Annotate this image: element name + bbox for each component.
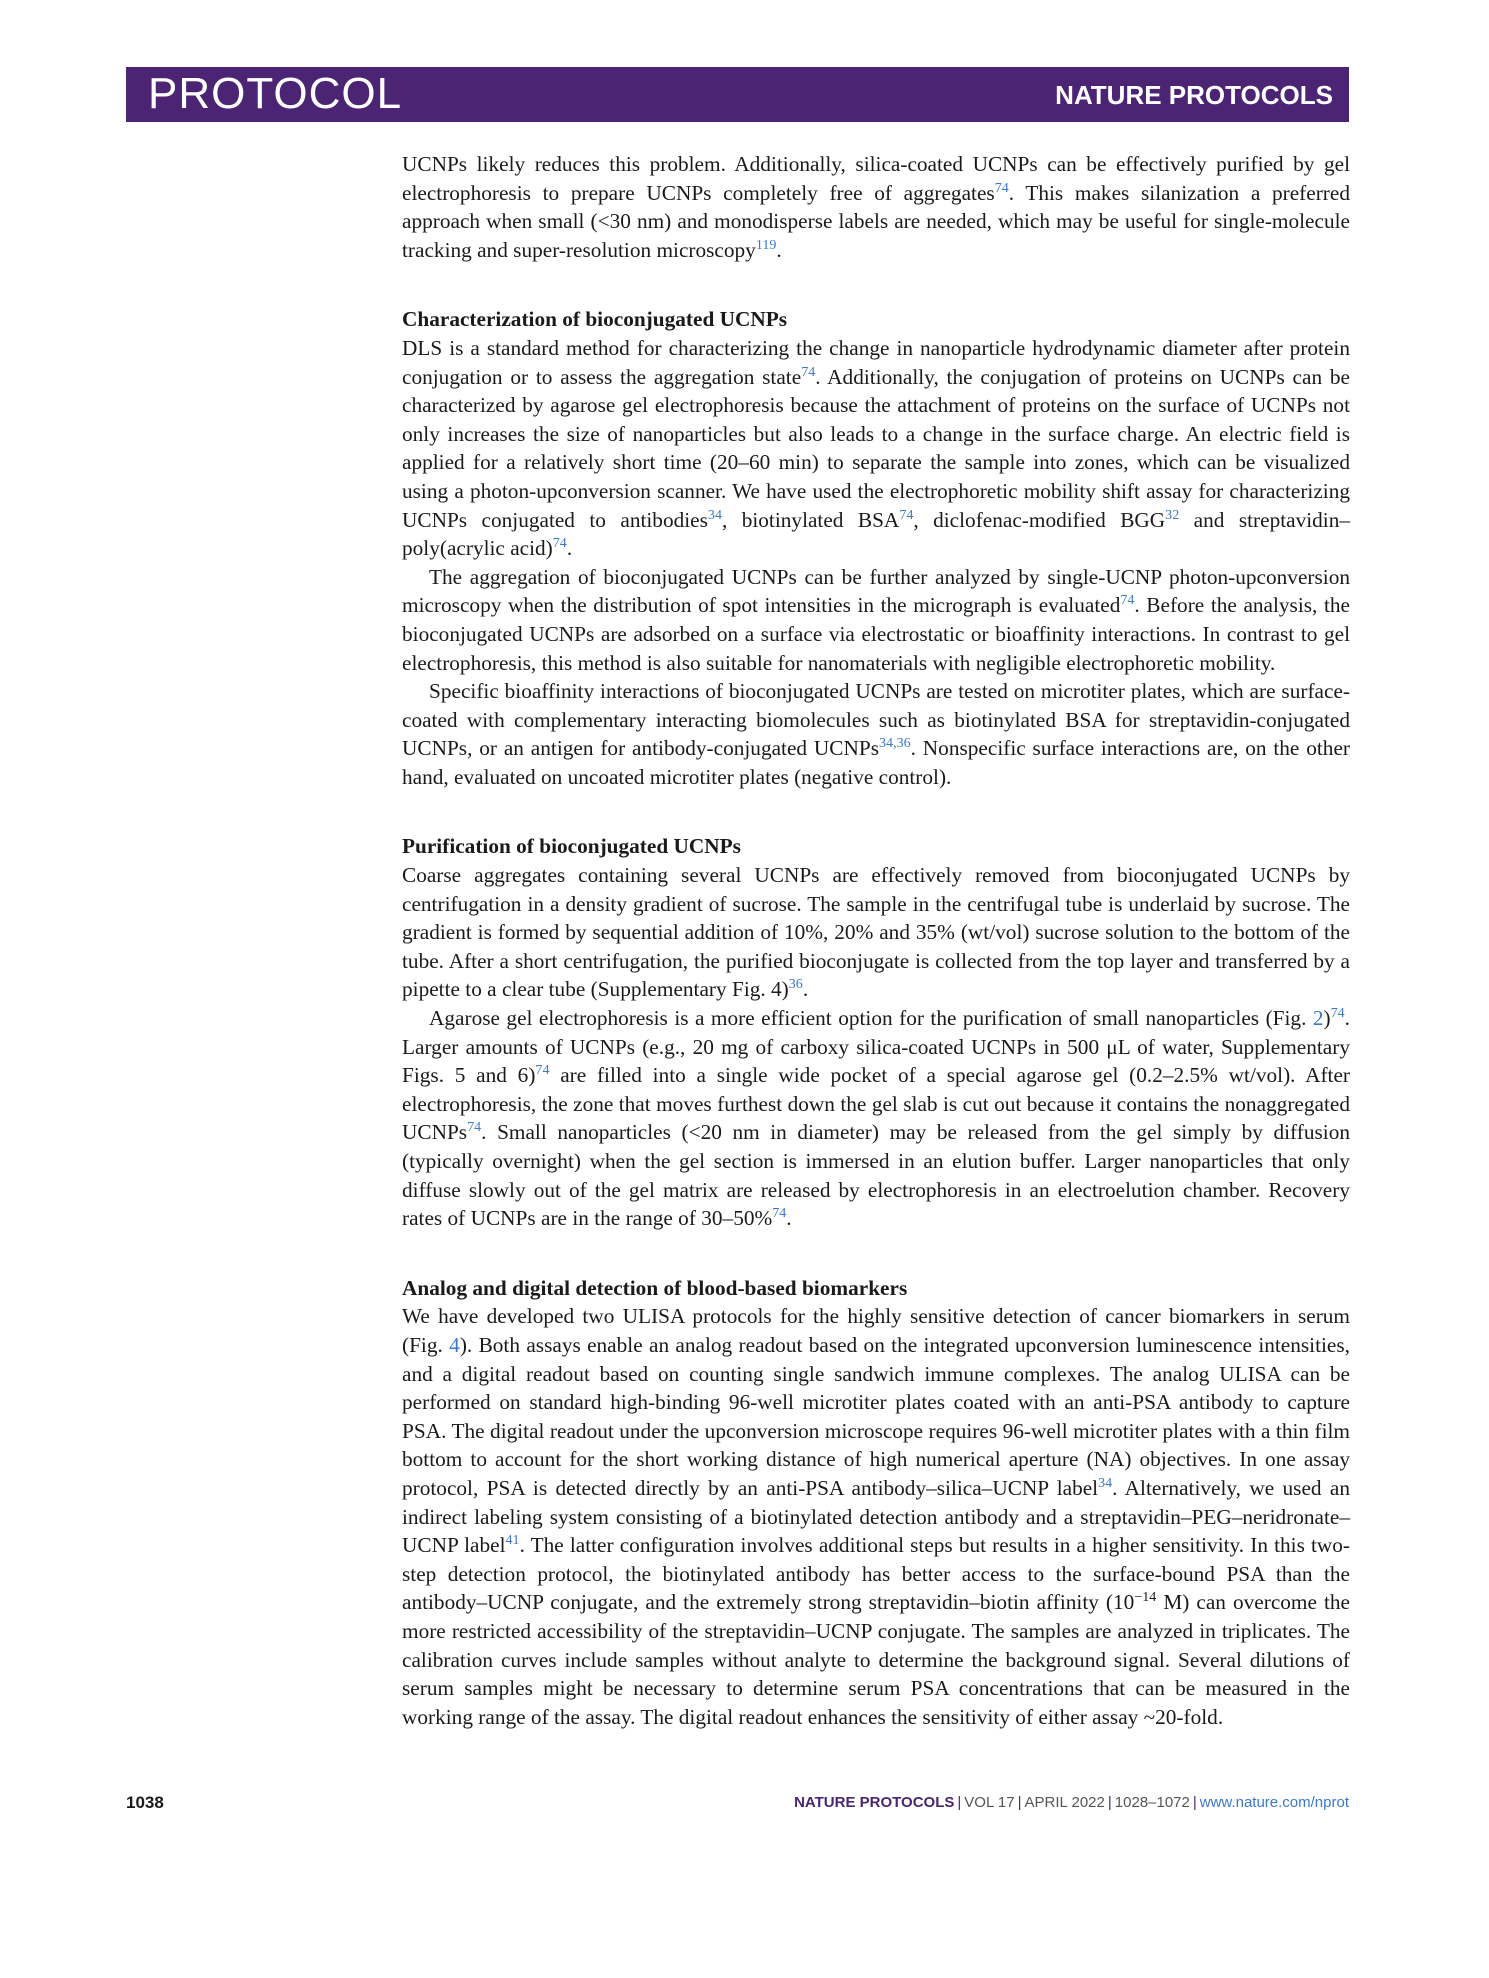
paragraph: Agarose gel electrophoresis is a more efficient option for the purification of small nanoparticles (Fig. 2)$^{74}$. Larger amounts of UCNPs (e.g., 20 mg of carboxy silica-coated UCNPs in 500 μL of water, Supplementary Figs. 5 and 6)$^{74}$ are filled into a single wide pocket of a special agarose gel (0.2–2.5% wt/vol). After electrophoresis, the zone that moves furthest down the gel slab is cut out because it contains the nonaggregated UCNPs$^{74}$. Small nanoparticles (<20 nm in diameter) may be released from the gel simply by diffusion (typically overnight) when the gel section is immersed in an elution buffer. Larger nanoparticles that only diffuse slowly out of the gel matrix are released by electrophoresis in an electroelution chamber. Recovery rates of UCNPs are in the range of 30–50%$^{74}$. — [402, 1004, 1350, 1231]
footer-url-link[interactable]: www.nature.com/nprot — [1199, 1794, 1349, 1811]
paragraph: UCNPs likely reduces this problem. Additionally, silica-coated UCNPs can be effectively purified by gel electrophoresis to prepare UCNPs completely free of aggregates$^{74}$. This makes silanization a preferred approach when small (<30 nm) and monodisperse labels are needed, which may be useful for single-molecule tracking and super-resolution microscopy$^{119}$. — [402, 152, 1350, 262]
citation-link[interactable]: 74 — [772, 1205, 787, 1222]
footer-journal: NATURE PROTOCOLS — [794, 1794, 955, 1811]
journal-name: NATURE PROTOCOLS — [1055, 80, 1333, 110]
section-heading-purification: Purification of bioconjugated UCNPs — [402, 834, 741, 859]
paragraph: The aggregation of bioconjugated UCNPs can be further analyzed by single-UCNP photon-upconversion microscopy when the distribution of spot intensities in the micrograph is evaluated$^{74}$. Before the analysis, the bioconjugated UCNPs are adsorbed on a surface via electrostatic or bioaffinity interactions. In contrast to gel electrophoresis, this method is also suitable for nanomaterials with negligible electrophoretic mobility. — [402, 564, 1350, 675]
section-heading-detection: Analog and digital detection of blood-based biomarkers — [402, 1275, 908, 1300]
citation-link[interactable]: 74 — [994, 179, 1009, 196]
citation-link[interactable]: 74 — [1330, 1004, 1345, 1021]
paragraph: Coarse aggregates containing several UCNPs are effectively removed from bioconjugated UCNPs by centrifugation in a density gradient of sucrose. The sample in the centrifugal tube is underlaid by sucrose. The gradient is formed by sequential addition of 10%, 20% and 35% (wt/vol) sucrose solution to the bottom of the tube. After a short centrifugation, the purified bioconjugate is collected from the top layer and transferred by a pipette to a clear tube (Supplementary Fig. 4)$^{36}$. — [402, 863, 1350, 1002]
citation-link[interactable]: 41 — [505, 1531, 520, 1548]
paragraph: DLS is a standard method for characterizing the change in nanoparticle hydrodynamic diameter after protein conjugation or to assess the aggregation state$^{74}$. Additionally, the conjugation of proteins on UCNPs can be characterized by agarose gel electrophoresis because the attachment of proteins on the surface of UCNPs not only increases the size of nanoparticles but also leads to a change in the surface charge. An electric field is applied for a relatively short time (20–60 min) to separate the sample into zones, which can be visualized using a photon-upconversion scanner. We have used the electrophoretic mobility shift assay for characterizing UCNPs conjugated to antibodies$^{34}$, biotinylated BSA$^{74}$, diclofenac-modified BGG$^{32}$ and streptavidin–poly(acrylic acid)$^{74}$. — [402, 335, 1351, 561]
figure-link[interactable]: 2 — [1312, 1006, 1324, 1031]
citation-link[interactable]: 32 — [1165, 506, 1180, 523]
citation-link[interactable]: 34 — [707, 506, 722, 523]
section-heading-characterization: Characterization of bioconjugated UCNPs — [402, 307, 788, 332]
citation-link[interactable]: 74 — [899, 506, 914, 523]
citation-link[interactable]: 74 — [535, 1062, 550, 1079]
citation-link[interactable]: 74 — [801, 363, 816, 380]
header-banner — [126, 67, 1349, 122]
superscript: −14 — [1134, 1589, 1157, 1606]
citation-link[interactable]: 74 — [1120, 592, 1135, 609]
citation-link[interactable]: 74 — [552, 534, 567, 551]
footer-citation: NATURE PROTOCOLS | VOL 17 | APRIL 2022 | 1028–1072 | www.nature.com/nprot — [794, 1794, 1349, 1811]
paragraph: We have developed two ULISA protocols for the highly sensitive detection of cancer biomarkers in serum (Fig. 4). Both assays enable an analog readout based on the integrated upconversion luminescence intensities, and a digital readout based on counting single sandwich immune complexes. The analog ULISA can be performed on standard high-binding 96-well microtiter plates coated with an anti-PSA antibody to capture PSA. The digital readout under the upconversion microscope requires 96-well microtiter plates with a thin film bottom to account for the short working distance of high numerical aperture (NA) objectives. In one assay protocol, PSA is detected directly by an anti-PSA antibody–silica–UCNP label$^{34}$. Alternatively, we used an indirect labeling system consisting of a biotinylated detection antibody and a streptavidin–PEG–neridronate–UCNP label$^{41}$. The latter configuration involves additional steps but results in a higher sensitivity. In this two-step detection protocol, the biotinylated antibody has better access to the surface-bound PSA than the antibody–UCNP conjugate, and the extremely strong streptavidin–biotin affinity ($10^{-14}$ M) can overcome the more restricted accessibility of the streptavidin–UCNP conjugate. The samples are analyzed in triplicates. The calibration curves include samples without analyte to determine the background signal. Several dilutions of serum samples might be necessary to determine serum PSA concentrations that can be measured in the working range of the assay. The digital readout enhances the sensitivity of either assay ~20-fold. — [402, 1304, 1351, 1729]
figure-link[interactable]: 4 — [449, 1332, 460, 1357]
citation-link[interactable]: 34,36 — [879, 735, 911, 752]
article-body — [402, 150, 1350, 1731]
citation-link[interactable]: 119 — [755, 236, 777, 253]
citation-link[interactable]: 36 — [788, 976, 803, 993]
footer-date: APRIL 2022 — [1024, 1794, 1105, 1811]
section-label: PROTOCOL — [148, 69, 403, 118]
citation-link[interactable]: 74 — [467, 1119, 482, 1136]
footer-pages: 1028–1072 — [1114, 1794, 1190, 1811]
footer-volume: VOL 17 — [964, 1794, 1015, 1811]
citation-link[interactable]: 34 — [1098, 1474, 1113, 1491]
page-number: 1038 — [126, 1793, 164, 1812]
paragraph: Specific bioaffinity interactions of bioconjugated UCNPs are tested on microtiter plates, which are surface-coated with complementary interacting biomolecules such as biotinylated BSA for streptavidin-conjugated UCNPs, or an antigen for antibody-conjugated UCNPs$^{34,36}$. Nonspecific surface interactions are, on the other hand, evaluated on uncoated microtiter plates (negative control). — [402, 679, 1350, 789]
